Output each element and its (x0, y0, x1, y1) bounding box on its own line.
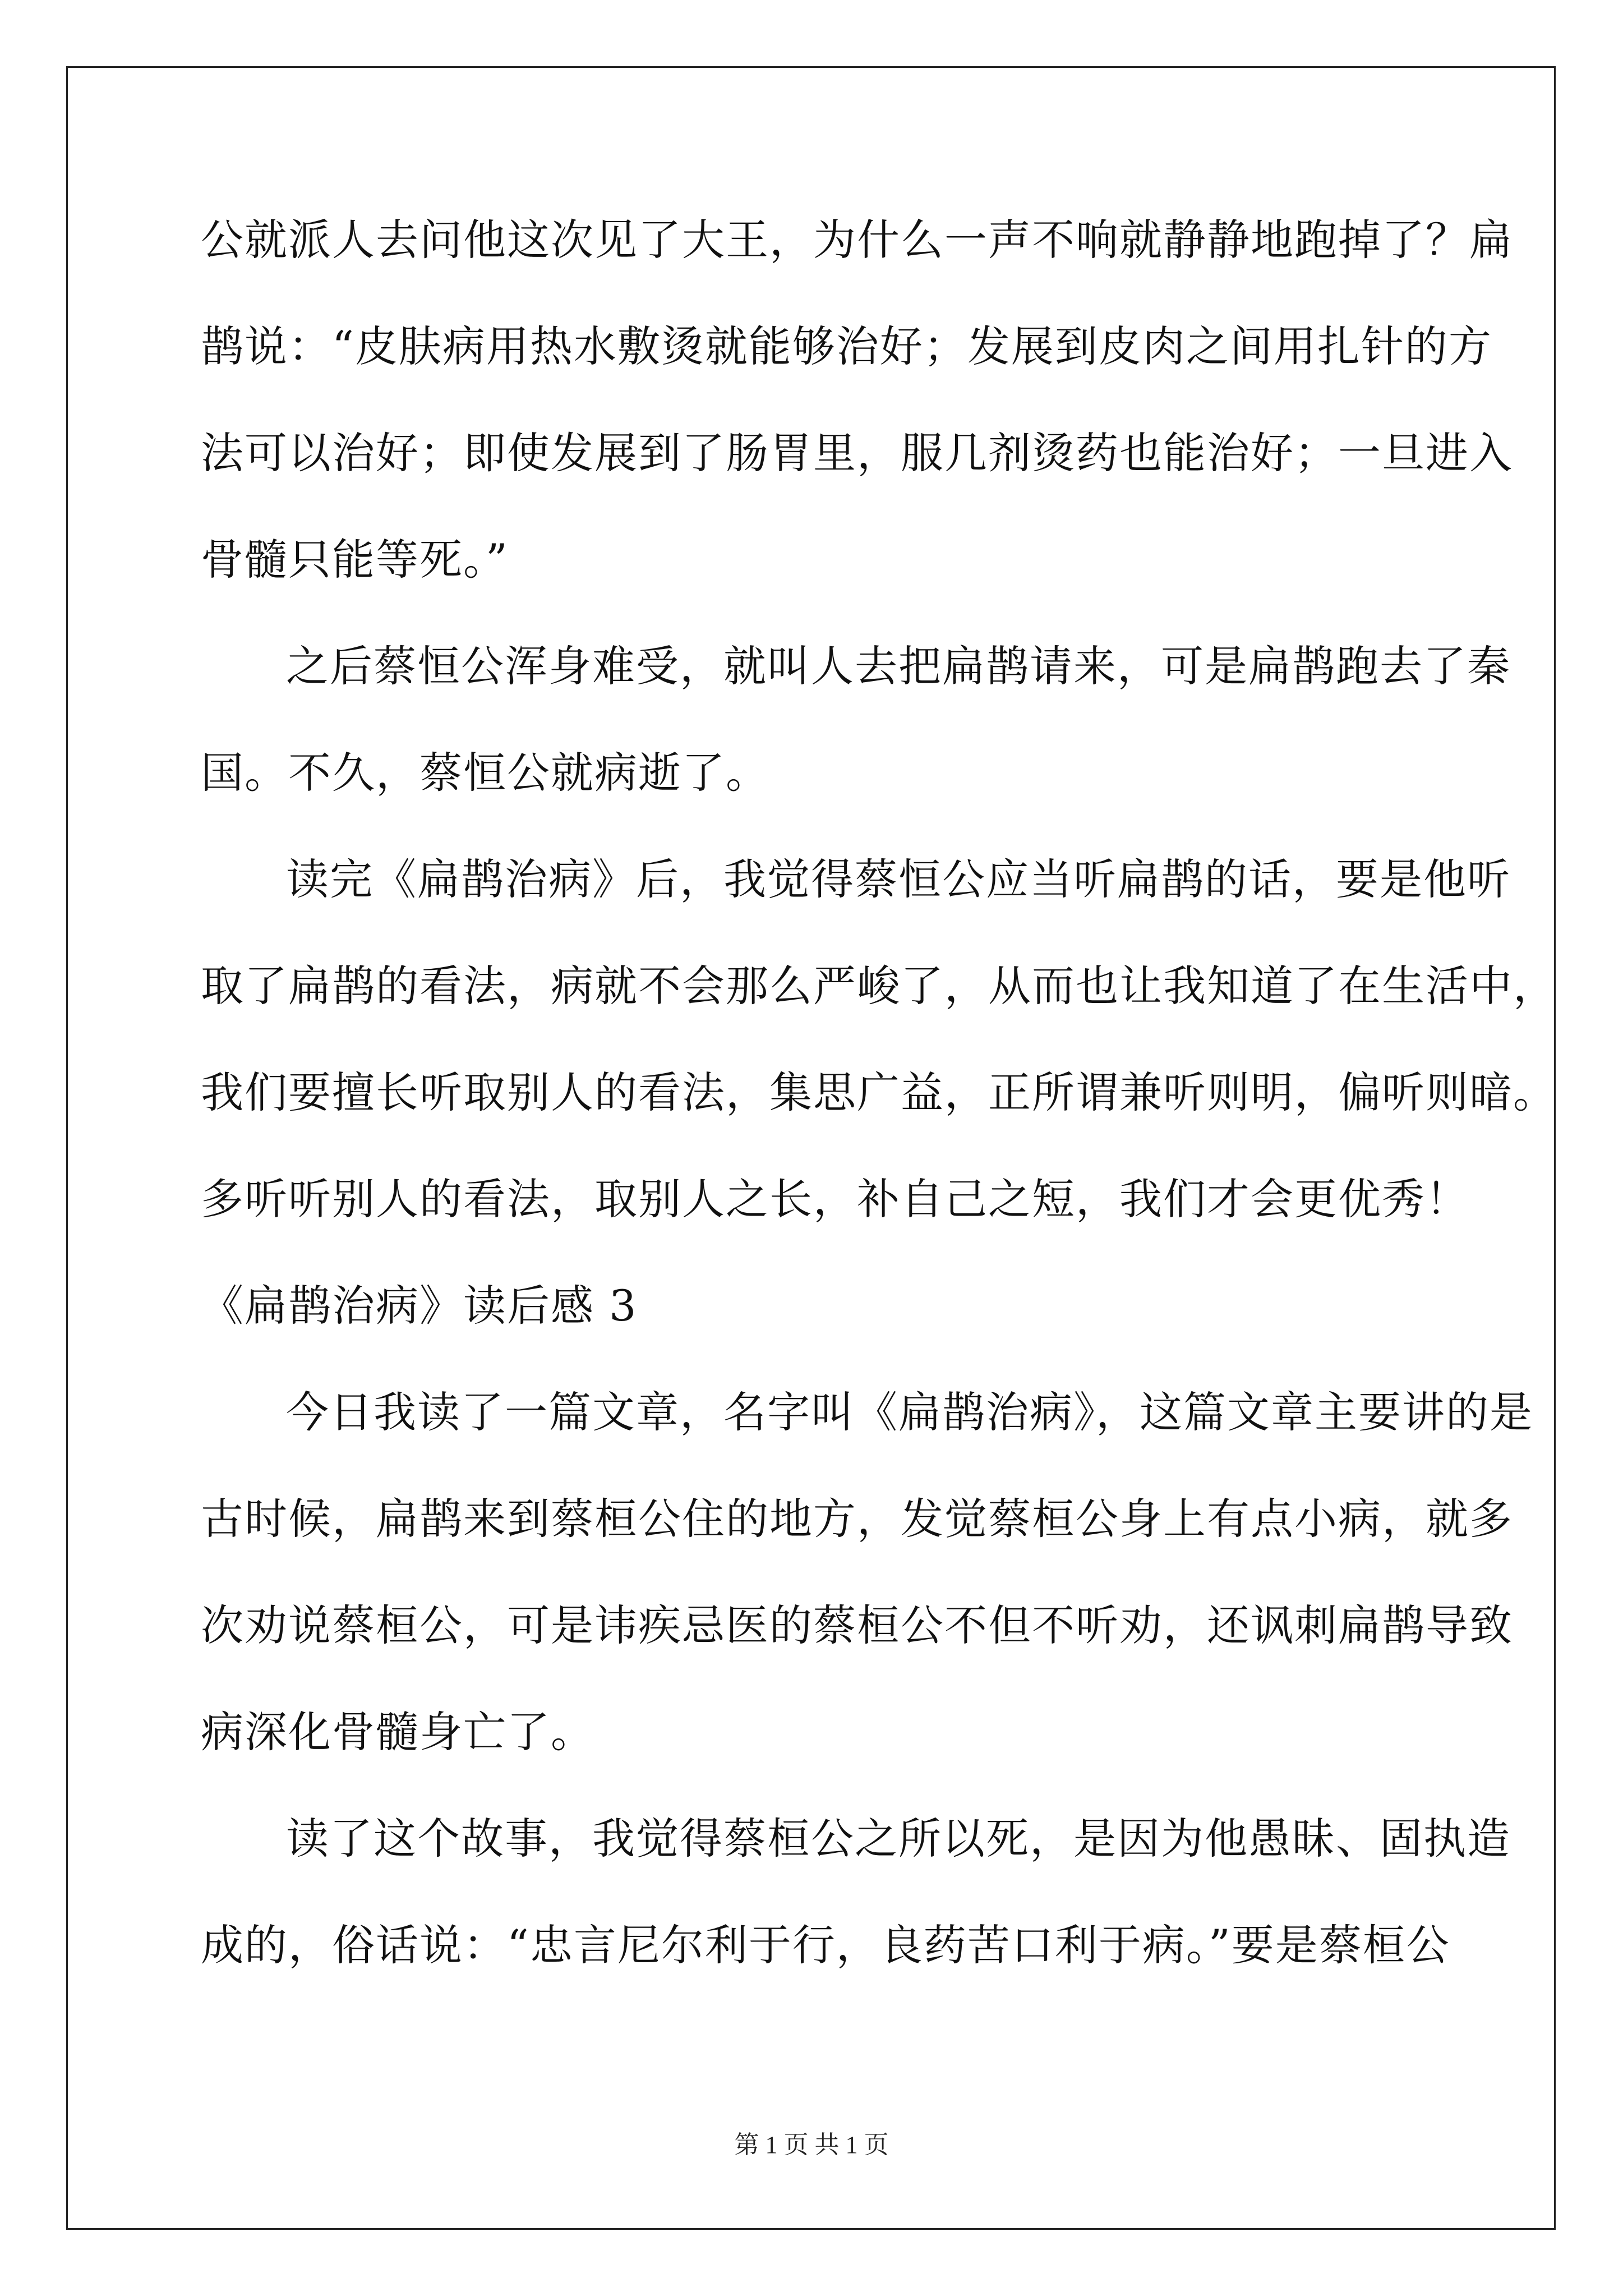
text-line: 法可以治好；即使发展到了肠胃里，服几剂烫药也能治好；一旦进入 (201, 428, 1513, 478)
text-line: 国。不久，蔡恒公就病逝了。 (201, 748, 769, 798)
paragraph-first-line: 今日我读了一篇文章，名字叫《扁鹊治病》，这篇文章主要讲的是 (286, 1387, 1533, 1437)
page-border (66, 66, 1556, 2230)
text-line: 我们要擅长听取别人的看法，集思广益，正所谓兼听则明，偏听则暗。 (201, 1068, 1557, 1117)
text-line: 多听听别人的看法，取别人之长，补自己之短，我们才会更优秀！ (201, 1174, 1469, 1224)
text-line: 成的，俗话说：“忠言尼尔利于行，良药苦口利于病。”要是蔡桓公 (201, 1920, 1450, 1970)
text-line: 取了扁鹊的看法，病就不会那么严峻了，从而也让我知道了在生活中， (201, 961, 1557, 1011)
paragraph-first-line: 读了这个故事，我觉得蔡桓公之所以死，是因为他愚昧、固执造 (286, 1814, 1511, 1864)
text-line: 鹊说：“皮肤病用热水敷烫就能够治好；发展到皮肉之间用扎针的方 (201, 321, 1492, 371)
paragraph-first-line: 之后蔡恒公浑身难受，就叫人去把扁鹊请来，可是扁鹊跑去了秦 (286, 641, 1511, 691)
paragraph-first-line: 读完《扁鹊治病》后，我觉得蔡恒公应当听扁鹊的话，要是他听 (286, 854, 1511, 904)
page-footer: 第 1 页 共 1 页 (734, 2131, 889, 2159)
text-line: 公就派人去问他这次见了大王，为什么一声不响就静静地跑掉了？扁 (201, 215, 1513, 265)
text-line: 古时候，扁鹊来到蔡桓公住的地方，发觉蔡桓公身上有点小病，就多 (201, 1494, 1513, 1544)
text-line: 次劝说蔡桓公，可是讳疾忌医的蔡桓公不但不听劝，还讽刺扁鹊导致 (201, 1600, 1513, 1650)
text-line: 骨髓只能等死。” (201, 535, 509, 585)
section-heading: 《扁鹊治病》读后感 3 (201, 1281, 638, 1331)
text-line: 病深化骨髓身亡了。 (201, 1707, 594, 1757)
